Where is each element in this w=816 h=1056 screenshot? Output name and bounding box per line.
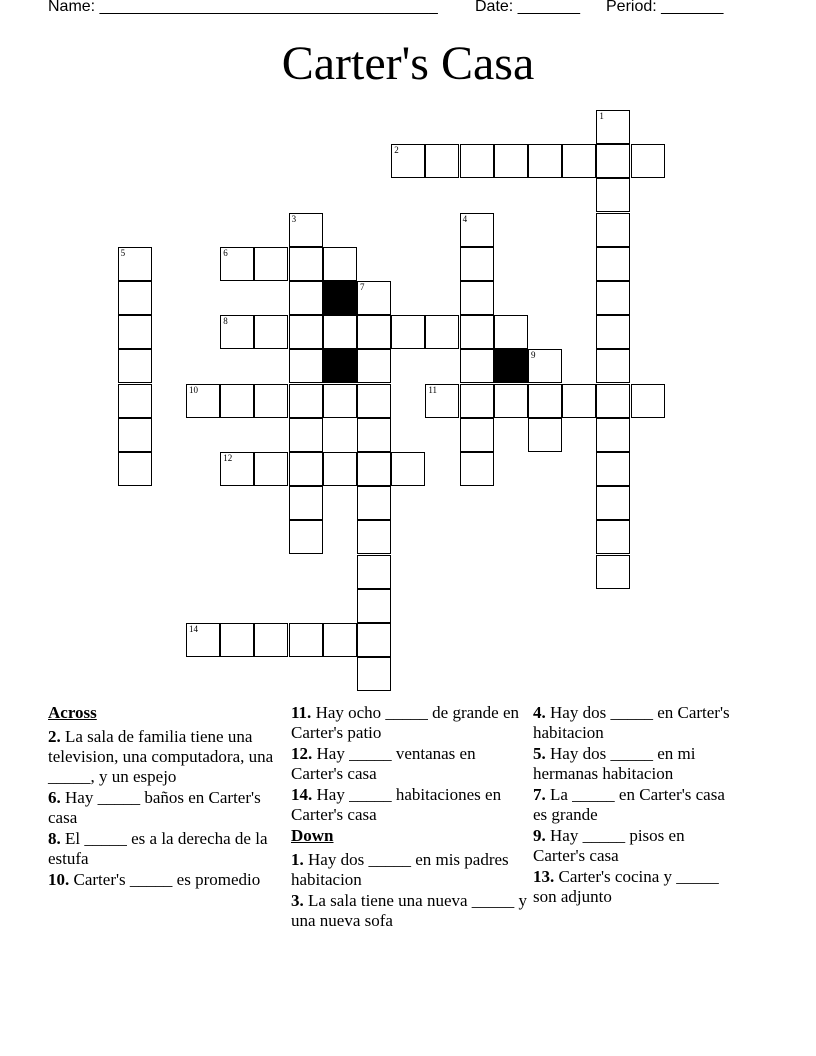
clue-number: 13. [533,867,555,886]
crossword-cell[interactable] [220,623,254,657]
crossword-cell[interactable] [254,247,288,281]
clue-number: 7. [533,785,546,804]
clue-number: 9. [533,826,546,845]
crossword-cell[interactable] [596,178,630,212]
crossword-cell[interactable] [528,418,562,452]
crossword-cell[interactable] [596,486,630,520]
clue-text: Hay _____ habitaciones en Carter's casa [291,785,502,824]
crossword-cell[interactable] [494,384,528,418]
crossword-cell-2[interactable] [391,144,425,178]
crossword-cell[interactable] [596,384,630,418]
crossword-cell-8[interactable] [220,315,254,349]
clue-text: Hay _____ pisos en Carter's casa [533,826,685,865]
crossword-cell-1[interactable] [596,110,630,144]
crossword-cell[interactable] [323,452,357,486]
crossword-cell[interactable] [220,384,254,418]
crossword-cell-4[interactable] [460,213,494,247]
crossword-cell[interactable] [254,623,288,657]
blocked-cell [323,281,357,315]
crossword-cell[interactable] [391,315,425,349]
crossword-cell-11[interactable] [425,384,459,418]
crossword-cell[interactable] [289,452,323,486]
crossword-cell-3[interactable] [289,213,323,247]
clue-number: 11. [291,703,312,722]
clue-text: Carter's _____ es promedio [73,870,261,889]
clue-number: 14. [291,785,313,804]
clue-number: 5. [533,744,546,763]
crossword-cell[interactable] [494,144,528,178]
crossword-cell-9[interactable] [528,349,562,383]
crossword-cell[interactable] [460,281,494,315]
blocked-cell [494,349,528,383]
crossword-cell[interactable] [357,452,391,486]
clue-text: Hay _____ ventanas en Carter's casa [291,744,476,783]
crossword-cell[interactable] [596,520,630,554]
crossword-cell-5[interactable] [118,247,152,281]
clue-number: 10. [48,870,70,889]
crossword-cell[interactable] [118,281,152,315]
clue-number: 4. [533,703,546,722]
clue-number: 6 [223,247,228,258]
crossword-cell[interactable] [289,247,323,281]
clue-number: 4 [462,213,468,224]
crossword-cell[interactable] [254,452,288,486]
crossword-cell[interactable] [596,452,630,486]
clue-text: Hay _____ baños en Carter's casa [48,788,261,827]
clue-number: 3 [291,213,297,224]
clue-item [291,744,531,784]
across-heading: Across [48,703,97,722]
crossword-cell[interactable] [596,281,630,315]
crossword-cell[interactable] [323,623,357,657]
crossword-cell[interactable] [631,144,665,178]
crossword-cell[interactable] [323,247,357,281]
clue-number: 2. [48,727,61,746]
crossword-cell[interactable] [357,315,391,349]
clue-number: 6. [48,788,61,807]
crossword-cell[interactable] [460,144,494,178]
clue-text: Carter's cocina y _____ son adjunto [533,867,719,906]
crossword-cell[interactable] [357,486,391,520]
crossword-cell[interactable] [357,520,391,554]
crossword-cell[interactable] [460,418,494,452]
clue-item [291,703,531,743]
clue-number: 8. [48,829,61,848]
clue-text: Hay dos _____ en mi hermanas habitacion [533,744,696,783]
clues-column-1 [48,703,278,891]
crossword-cell[interactable] [460,349,494,383]
clue-number: 1. [291,850,304,869]
clue-item [291,785,531,825]
crossword-cell[interactable] [562,144,596,178]
clue-item [48,788,278,828]
clue-item [48,870,278,890]
crossword-cell[interactable] [289,418,323,452]
crossword-cell[interactable] [357,623,391,657]
date-field[interactable]: Date: _______ [475,0,580,15]
clue-number: 1 [599,111,604,121]
crossword-cell[interactable] [494,315,528,349]
clue-item [533,744,733,784]
crossword-cell[interactable] [289,315,323,349]
clue-text: La sala tiene una nueva _____ y una nueva sofa [291,891,528,930]
clue-item [48,829,278,869]
crossword-cell[interactable] [596,555,630,589]
clue-number: 7 [360,282,365,292]
crossword-cell[interactable] [289,281,323,315]
crossword-cell[interactable] [460,247,494,281]
crossword-cell[interactable] [254,384,288,418]
crossword-cell[interactable] [118,384,152,418]
crossword-cell-6[interactable] [220,247,254,281]
period-field[interactable]: Period: _______ [606,0,724,15]
crossword-cell[interactable] [562,384,596,418]
crossword-cell[interactable] [289,349,323,383]
crossword-cell-14[interactable] [186,623,220,657]
clue-number: 9 [531,350,536,361]
crossword-cell[interactable] [425,315,459,349]
crossword-cell[interactable] [460,384,494,418]
crossword-cell[interactable] [357,349,391,383]
crossword-cell[interactable] [118,418,152,452]
crossword-cell-10[interactable] [186,384,220,418]
crossword-cell[interactable] [596,213,630,247]
crossword-cell[interactable] [357,555,391,589]
crossword-cell[interactable] [528,144,562,178]
clue-item [533,703,733,743]
clue-item [533,826,733,866]
crossword-cell-7[interactable] [357,281,391,315]
crossword-cell[interactable] [357,589,391,623]
clue-item [291,850,531,890]
crossword-cell[interactable] [631,384,665,418]
crossword-cell[interactable] [289,486,323,520]
crossword-cell[interactable] [425,144,459,178]
crossword-cell[interactable] [596,247,630,281]
crossword-cell[interactable] [528,384,562,418]
crossword-cell[interactable] [460,315,494,349]
clue-text: La _____ en Carter's casa es grande [533,785,725,824]
clue-number: 12 [223,453,233,463]
crossword-cell[interactable] [357,657,391,691]
clue-text: La sala de familia tiene una television, una computadora, una _____, y un espejo [48,727,274,786]
crossword-cell[interactable] [357,418,391,452]
clue-item [533,867,733,907]
clue-number: 10 [189,384,198,395]
crossword-cell[interactable] [357,384,391,418]
crossword-cell[interactable] [596,349,630,383]
clue-number: 3. [291,891,304,910]
clue-item [291,891,531,931]
down-heading: Down [291,826,334,845]
crossword-cell[interactable] [289,384,323,418]
clue-number: 2 [394,145,399,156]
crossword-cell[interactable] [596,144,630,178]
crossword-cell[interactable] [289,623,323,657]
page-title: Carter's Casa [281,37,535,90]
crossword-cell-12[interactable] [220,452,254,486]
crossword-cell[interactable] [460,452,494,486]
crossword-cell[interactable] [391,452,425,486]
clues-column-3 [533,703,733,908]
crossword-cell[interactable] [118,349,152,383]
crossword-cell[interactable] [323,384,357,418]
crossword-cell[interactable] [323,315,357,349]
clue-item [48,727,278,787]
crossword-cell[interactable] [596,418,630,452]
clue-number: 5 [120,247,126,258]
clue-number: 12. [291,744,313,763]
crossword-cell[interactable] [289,520,323,554]
crossword-cell[interactable] [254,315,288,349]
clue-text: El _____ es a la derecha de la estufa [48,829,268,868]
name-field[interactable]: Name: ______________________________________ [48,0,438,15]
clue-text: Hay dos _____ en mis padres habitacion [291,850,509,889]
clue-number: 11 [428,384,438,395]
clue-number: 8 [223,316,228,327]
blocked-cell [323,349,357,383]
crossword-cell[interactable] [118,315,152,349]
crossword-cell[interactable] [596,315,630,349]
clue-item [533,785,733,825]
clue-text: Hay ocho _____ de grande en Carter's patio [291,703,520,742]
clue-number: 14 [189,624,198,634]
crossword-cell[interactable] [118,452,152,486]
clues-column-2 [291,703,531,932]
clue-text: Hay dos _____ en Carter's habitacion [533,703,730,742]
